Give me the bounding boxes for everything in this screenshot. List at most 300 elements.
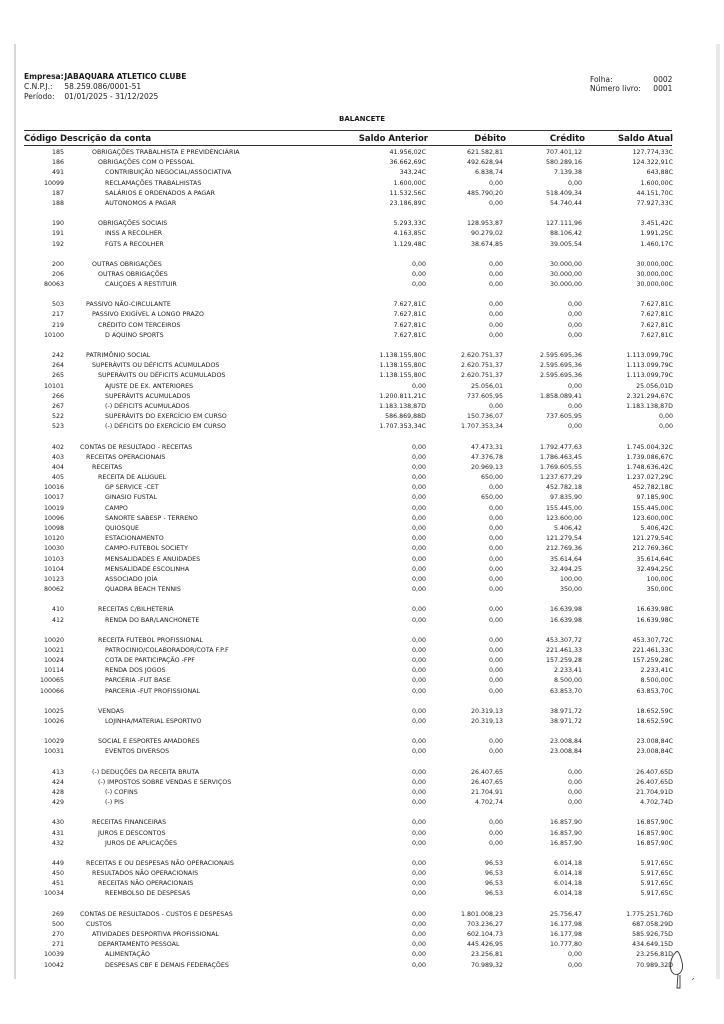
col-header-saldo-atual: Saldo Atual bbox=[618, 134, 673, 144]
account-description: RECEITAS NÃO OPERACIONAIS bbox=[98, 880, 194, 888]
debito-value: 23.256,81 bbox=[470, 951, 503, 959]
debito-value: 650,00 bbox=[480, 474, 503, 482]
saldo-atual-value: 18.652,59C bbox=[636, 718, 673, 725]
account-code: 219 bbox=[51, 321, 64, 329]
saldo-anterior-value: 0,00 bbox=[411, 382, 426, 390]
credito-value: 16.177,98 bbox=[549, 931, 582, 938]
saldo-anterior-value: 0,00 bbox=[411, 687, 426, 695]
credito-value: 16.639,98 bbox=[549, 616, 582, 624]
saldo-atual-value: 434.649,15D bbox=[632, 941, 673, 949]
saldo-atual-value: 157.259,28C bbox=[632, 657, 673, 665]
debito-value: 47.376,78 bbox=[470, 453, 503, 461]
debito-value: 47.473,31 bbox=[470, 443, 503, 451]
account-code: 404 bbox=[51, 463, 64, 471]
saldo-anterior-value: 0,00 bbox=[411, 586, 426, 594]
saldo-atual-value: 643,88C bbox=[646, 169, 673, 177]
credito-value: 0,00 bbox=[567, 331, 582, 339]
debito-value: 20.319,13 bbox=[470, 718, 503, 725]
table-row bbox=[0, 473, 724, 483]
table-row bbox=[0, 747, 724, 757]
table-row bbox=[0, 168, 724, 178]
saldo-atual-value: 77.927,33C bbox=[636, 199, 673, 207]
table-row bbox=[0, 351, 724, 361]
saldo-atual-value: 16.639,98C bbox=[636, 616, 673, 624]
saldo-anterior-value: 0,00 bbox=[411, 667, 426, 675]
saldo-atual-value: 70.989,32D bbox=[636, 961, 673, 969]
account-description: D AQUINO SPORTS bbox=[105, 331, 164, 339]
account-description: SALÁRIOS E ORDENADOS A PAGAR bbox=[105, 189, 215, 197]
account-description: (-) PIS bbox=[105, 799, 124, 807]
table-row bbox=[0, 392, 724, 402]
account-description: OUTRAS OBRIGAÇÕES bbox=[92, 260, 162, 268]
account-description: CONTAS DE RESULTADOS - CUSTOS E DESPESAS bbox=[80, 910, 233, 918]
credito-value: 16.857,90 bbox=[549, 839, 582, 847]
table-row bbox=[0, 199, 724, 209]
account-description: RECEITA DE ALUGUEL bbox=[98, 474, 167, 482]
debito-value: 0,00 bbox=[488, 504, 503, 512]
debito-value: 0,00 bbox=[488, 179, 503, 187]
cnpj-value: 58.259.086/0001-51 bbox=[64, 82, 142, 91]
account-description: CONTRIBUIÇÃO NEGOCIAL/ASSOCIATIVA bbox=[105, 169, 232, 177]
account-description: RESULTADOS NÃO OPERACIONAIS bbox=[92, 870, 199, 878]
account-description: REEMBOLSO DE DESPESAS bbox=[105, 890, 191, 898]
saldo-anterior-value: 0,00 bbox=[411, 859, 426, 867]
saldo-anterior-value: 0,00 bbox=[411, 474, 426, 482]
table-row bbox=[0, 493, 724, 503]
debito-value: 650,00 bbox=[480, 494, 503, 502]
saldo-atual-value: 121.279,54C bbox=[632, 535, 673, 543]
account-code: 270 bbox=[51, 931, 64, 938]
saldo-anterior-value: 0,00 bbox=[411, 677, 426, 685]
debito-value: 0,00 bbox=[488, 321, 503, 329]
account-code: 266 bbox=[51, 392, 64, 400]
saldo-atual-value: 23.008,84C bbox=[636, 748, 673, 756]
debito-value: 492.628,94 bbox=[466, 159, 503, 167]
account-description: OBRIGAÇÕES COM O PESSOAL bbox=[98, 159, 195, 167]
table-row bbox=[0, 382, 724, 392]
saldo-atual-value: 124.322,91C bbox=[632, 159, 673, 167]
debito-value: 25.056,01 bbox=[470, 382, 503, 390]
debito-value: 0,00 bbox=[488, 545, 503, 553]
account-description: LOJINHA/MATERIAL ESPORTIVO bbox=[105, 718, 202, 725]
account-code: 100066 bbox=[39, 687, 64, 695]
saldo-atual-value: 1.460,17C bbox=[640, 240, 673, 248]
credito-value: 0,00 bbox=[567, 799, 582, 807]
debito-value: 0,00 bbox=[488, 819, 503, 827]
account-description: CONTAS DE RESULTADO - RECEITAS bbox=[80, 443, 193, 451]
debito-value: 128.953,87 bbox=[466, 220, 503, 228]
saldo-anterior-value: 0,00 bbox=[411, 718, 426, 725]
debito-value: 0,00 bbox=[488, 586, 503, 594]
account-description: OBRIGAÇÕES TRABALHISTA E PREVIDENCIÁRIA bbox=[92, 149, 240, 156]
account-description: CUSTOS bbox=[86, 920, 112, 928]
saldo-atual-value: 1.113.099,79C bbox=[626, 362, 673, 370]
saldo-anterior-value: 586.869,88D bbox=[385, 413, 426, 421]
livro-line bbox=[590, 84, 672, 94]
table-row bbox=[0, 636, 724, 646]
table-row bbox=[0, 524, 724, 534]
credito-value: 0,00 bbox=[567, 321, 582, 329]
saldo-anterior-value: 0,00 bbox=[411, 829, 426, 837]
account-description: SUPERÁVITS OU DÉFICITS ACUMULADOS bbox=[92, 362, 220, 370]
debito-value: 0,00 bbox=[488, 667, 503, 675]
account-description: ESTACIONAMENTO bbox=[105, 535, 164, 543]
saldo-atual-value: 0,00 bbox=[658, 413, 673, 421]
saldo-anterior-value: 0,00 bbox=[411, 707, 426, 715]
debito-value: 0,00 bbox=[488, 646, 503, 654]
debito-value: 0,00 bbox=[488, 525, 503, 532]
saldo-atual-value: 0,00 bbox=[658, 423, 673, 431]
credito-value: 6.014,18 bbox=[553, 859, 582, 867]
saldo-atual-value: 100,00C bbox=[646, 575, 673, 583]
table-row bbox=[0, 616, 724, 626]
debito-value: 0,00 bbox=[488, 270, 503, 278]
account-description: RENDA DO BAR/LANCHONETE bbox=[105, 616, 200, 624]
account-code: 10016 bbox=[43, 484, 64, 492]
header-rule-bottom bbox=[24, 145, 672, 146]
credito-value: 2.595.695,36 bbox=[539, 362, 582, 370]
account-code: 80062 bbox=[43, 586, 64, 594]
account-description: PATROCINIO/COLABORADOR/COTA F.P.F bbox=[105, 646, 229, 654]
saldo-anterior-value: 0,00 bbox=[411, 565, 426, 573]
saldo-atual-value: 97.185,90C bbox=[636, 494, 673, 502]
account-code: 10025 bbox=[43, 707, 64, 715]
account-description: CAMPO bbox=[105, 504, 128, 512]
saldo-anterior-value: 0,00 bbox=[411, 453, 426, 461]
table-row bbox=[0, 555, 724, 565]
folha-label: Folha: bbox=[590, 75, 613, 84]
table-row bbox=[0, 331, 724, 341]
saldo-anterior-value: 0,00 bbox=[411, 443, 426, 451]
saldo-atual-value: 155.445,00C bbox=[632, 504, 673, 512]
credito-value: 16.639,98 bbox=[549, 606, 582, 614]
saldo-anterior-value: 0,00 bbox=[411, 890, 426, 898]
credito-value: 10.777,80 bbox=[549, 941, 582, 949]
debito-value: 0,00 bbox=[488, 484, 503, 492]
saldo-anterior-value: 0,00 bbox=[411, 748, 426, 756]
table-row bbox=[0, 321, 724, 331]
saldo-anterior-value: 0,00 bbox=[411, 575, 426, 583]
account-description: SUPERÁVITS DO EXERCÍCIO EM CURSO bbox=[105, 413, 227, 421]
saldo-anterior-value: 0,00 bbox=[411, 799, 426, 807]
cnpj-label: C.N.P.J.: bbox=[24, 82, 53, 91]
debito-value: 602.104,73 bbox=[466, 931, 503, 938]
credito-value: 38.971,72 bbox=[549, 718, 582, 725]
table-row bbox=[0, 666, 724, 676]
account-code: 431 bbox=[51, 829, 64, 837]
credito-value: 0,00 bbox=[567, 423, 582, 431]
credito-value: 1.237.677,29 bbox=[539, 474, 582, 482]
account-description: RECEITAS OPERACIONAIS bbox=[86, 453, 166, 461]
table-row bbox=[0, 737, 724, 747]
empresa-value: JABAQUARA ATLETICO CLUBE bbox=[64, 72, 187, 81]
debito-value: 0,00 bbox=[488, 636, 503, 644]
table-row bbox=[0, 585, 724, 595]
saldo-anterior-value: 0,00 bbox=[411, 463, 426, 471]
account-description: AJUSTE DE EX. ANTERIORES bbox=[105, 382, 194, 390]
saldo-anterior-value: 0,00 bbox=[411, 545, 426, 553]
table-row bbox=[0, 707, 724, 717]
saldo-anterior-value: 0,00 bbox=[411, 657, 426, 665]
saldo-atual-value: 30.000,00C bbox=[636, 281, 673, 289]
debito-value: 1.801.008,23 bbox=[460, 910, 503, 918]
saldo-atual-value: 18.652,59C bbox=[636, 707, 673, 715]
saldo-anterior-value: 0,00 bbox=[411, 270, 426, 278]
saldo-anterior-value: 0,00 bbox=[411, 931, 426, 938]
saldo-atual-value: 1.991,25C bbox=[640, 230, 673, 238]
debito-value: 96,53 bbox=[484, 870, 503, 878]
table-row bbox=[0, 544, 724, 554]
account-code: 402 bbox=[51, 443, 64, 451]
credito-value: 0,00 bbox=[567, 179, 582, 187]
debito-value: 0,00 bbox=[488, 839, 503, 847]
credito-value: 54.740,44 bbox=[549, 199, 582, 207]
account-code: 522 bbox=[51, 413, 64, 421]
account-description: MENSALIDADE ESCOLINHA bbox=[105, 565, 190, 573]
account-code: 449 bbox=[51, 859, 64, 867]
saldo-atual-value: 1.600,00C bbox=[640, 179, 673, 187]
account-description: SOCIAL E ESPORTES AMADORES bbox=[98, 738, 200, 746]
credito-value: 16.177,98 bbox=[549, 920, 582, 928]
account-description: (-) COFINS bbox=[105, 788, 138, 796]
saldo-atual-value: 23.008,84C bbox=[636, 738, 673, 746]
saldo-atual-value: 32.494,25C bbox=[636, 565, 673, 573]
saldo-anterior-value: 7.627,81C bbox=[393, 311, 426, 319]
table-row bbox=[0, 920, 724, 930]
account-description: DESPESAS CBF E DEMAIS FEDERAÇÕES bbox=[105, 961, 229, 969]
saldo-atual-value: 1.183.138,87D bbox=[626, 402, 673, 410]
debito-value: 0,00 bbox=[488, 575, 503, 583]
credito-value: 0,00 bbox=[567, 788, 582, 796]
credito-value: 452.782,18 bbox=[545, 484, 582, 492]
account-code: 424 bbox=[51, 778, 64, 786]
credito-value: 0,00 bbox=[567, 961, 582, 969]
debito-value: 0,00 bbox=[488, 535, 503, 543]
col-header-codigo-descricao: Código Descrição da conta bbox=[24, 134, 152, 144]
saldo-atual-value: 1.745.004,32C bbox=[626, 443, 673, 451]
saldo-atual-value: 2.321.294,67C bbox=[626, 392, 673, 400]
debito-value: 96,53 bbox=[484, 859, 503, 867]
table-row bbox=[0, 300, 724, 310]
account-description: GP SERVICE -CET bbox=[105, 484, 159, 492]
account-code: 500 bbox=[51, 920, 64, 928]
debito-value: 2.620.751,37 bbox=[460, 352, 503, 359]
periodo-label: Período: bbox=[24, 92, 55, 101]
account-code: 10098 bbox=[43, 525, 64, 532]
debito-value: 0,00 bbox=[488, 565, 503, 573]
saldo-atual-value: 7.627,81C bbox=[640, 301, 673, 309]
saldo-anterior-value: 0,00 bbox=[411, 951, 426, 959]
empresa-line bbox=[24, 72, 186, 82]
saldo-atual-value: 16.857,90C bbox=[636, 819, 673, 827]
credito-value: 2.595.695,36 bbox=[539, 372, 582, 380]
table-row bbox=[0, 219, 724, 229]
account-code: 410 bbox=[51, 606, 64, 614]
saldo-anterior-value: 7.627,81C bbox=[393, 321, 426, 329]
saldo-anterior-value: 0,00 bbox=[411, 941, 426, 949]
account-code: 432 bbox=[51, 839, 64, 847]
table-row bbox=[0, 534, 724, 544]
table-row bbox=[0, 676, 724, 686]
saldo-atual-value: 23.256,81D bbox=[636, 951, 673, 959]
saldo-anterior-value: 0,00 bbox=[411, 514, 426, 522]
account-code: 10026 bbox=[43, 718, 64, 725]
saldo-anterior-value: 1.600,00C bbox=[393, 179, 426, 187]
saldo-anterior-value: 1.707.353,34C bbox=[379, 423, 426, 431]
credito-value: 16.857,90 bbox=[549, 829, 582, 837]
debito-value: 21.704,91 bbox=[470, 788, 503, 796]
credito-value: 121.279,54 bbox=[545, 535, 582, 543]
debito-value: 0,00 bbox=[488, 657, 503, 665]
table-row bbox=[0, 798, 724, 808]
account-code: 100065 bbox=[39, 677, 64, 685]
saldo-anterior-value: 0,00 bbox=[411, 870, 426, 878]
saldo-atual-value: 123.600,00C bbox=[632, 514, 673, 522]
saldo-anterior-value: 0,00 bbox=[411, 525, 426, 532]
debito-value: 0,00 bbox=[488, 199, 503, 207]
saldo-anterior-value: 0,00 bbox=[411, 768, 426, 776]
table-row bbox=[0, 829, 724, 839]
folha-value: 0002 bbox=[653, 75, 673, 84]
periodo-line bbox=[24, 92, 158, 102]
account-description: SUPERÁVITS OU DÉFICITS ACUMULADOS bbox=[98, 372, 226, 380]
saldo-atual-value: 1.113.099,79C bbox=[626, 372, 673, 380]
credito-value: 32.494,25 bbox=[549, 565, 582, 573]
credito-value: 0,00 bbox=[567, 768, 582, 776]
account-code: 428 bbox=[51, 788, 64, 796]
account-description: ASSOCIADO JOÍA bbox=[105, 575, 158, 583]
saldo-atual-value: 1.113.099,79C bbox=[626, 352, 673, 359]
debito-value: 0,00 bbox=[488, 687, 503, 695]
saldo-atual-value: 1.237.027,29C bbox=[626, 474, 673, 482]
table-row bbox=[0, 879, 724, 889]
saldo-atual-value: 5.917,65C bbox=[640, 870, 673, 878]
account-description: VENDAS bbox=[98, 707, 125, 715]
credito-value: 16.857,90 bbox=[549, 819, 582, 827]
credito-value: 30.000,00 bbox=[549, 260, 582, 268]
credito-value: 0,00 bbox=[567, 778, 582, 786]
account-code: 403 bbox=[51, 453, 64, 461]
account-code: 10020 bbox=[43, 636, 64, 644]
account-description: AUTONOMOS A PAGAR bbox=[105, 199, 177, 207]
debito-value: 621.582,81 bbox=[466, 149, 503, 156]
credito-value: 25.756,47 bbox=[549, 910, 582, 918]
credito-value: 23.008,84 bbox=[549, 748, 582, 756]
debito-value: 6.838,74 bbox=[474, 169, 503, 177]
table-row bbox=[0, 361, 724, 371]
credito-value: 6.014,18 bbox=[553, 880, 582, 888]
credito-value: 0,00 bbox=[567, 301, 582, 309]
livro-label: Número livro: bbox=[590, 84, 641, 93]
account-code: 10042 bbox=[43, 961, 64, 969]
debito-value: 90.279,02 bbox=[470, 230, 503, 238]
livro-value: 0001 bbox=[653, 84, 673, 93]
account-description: CRÉDITO COM TERCEIROS bbox=[98, 321, 181, 329]
debito-value: 20.969,13 bbox=[470, 463, 503, 471]
saldo-anterior-value: 1.200.811,21C bbox=[379, 392, 426, 400]
account-description: ALIMENTAÇÃO bbox=[105, 951, 150, 959]
credito-value: 63.853,70 bbox=[549, 687, 582, 695]
saldo-atual-value: 1.739.086,67C bbox=[626, 453, 673, 461]
account-description: (-) IMPOSTOS SOBRE VENDAS E SERVIÇOS bbox=[98, 778, 232, 786]
credito-value: 518.409,34 bbox=[545, 189, 582, 197]
account-code: 200 bbox=[51, 260, 64, 268]
debito-value: 0,00 bbox=[488, 738, 503, 746]
saldo-atual-value: 44.151,70C bbox=[636, 189, 673, 197]
debito-value: 0,00 bbox=[488, 677, 503, 685]
saldo-anterior-value: 0,00 bbox=[411, 910, 426, 918]
saldo-anterior-value: 5.293,33C bbox=[393, 220, 426, 228]
debito-value: 0,00 bbox=[488, 281, 503, 289]
account-code: 523 bbox=[51, 423, 64, 431]
debito-value: 0,00 bbox=[488, 748, 503, 756]
table-row bbox=[0, 280, 724, 290]
saldo-atual-value: 16.857,90C bbox=[636, 829, 673, 837]
saldo-atual-value: 30.000,00C bbox=[636, 270, 673, 278]
debito-value: 737.605,95 bbox=[466, 392, 503, 400]
account-code: 10029 bbox=[43, 738, 64, 746]
table-row bbox=[0, 717, 724, 727]
debito-value: 0,00 bbox=[488, 311, 503, 319]
saldo-anterior-value: 0,00 bbox=[411, 504, 426, 512]
account-code: 187 bbox=[51, 189, 64, 197]
saldo-anterior-value: 0,00 bbox=[411, 281, 426, 289]
credito-value: 1.792.477,63 bbox=[539, 443, 582, 451]
account-code: 217 bbox=[51, 311, 64, 319]
account-description: CAMPO-FUTEBOL SOCIETY bbox=[105, 545, 188, 553]
account-description: FGTS A RECOLHER bbox=[105, 240, 164, 248]
header-rule-top bbox=[24, 130, 672, 131]
table-row bbox=[0, 889, 724, 899]
account-description: DEPARTAMENTO PESSOAL bbox=[98, 941, 180, 949]
credito-value: 123.600,00 bbox=[545, 514, 582, 522]
account-code: 451 bbox=[51, 880, 64, 888]
table-row bbox=[0, 371, 724, 381]
account-code: 450 bbox=[51, 870, 64, 878]
credito-value: 127.111,96 bbox=[545, 220, 582, 228]
saldo-atual-value: 16.857,90C bbox=[636, 839, 673, 847]
saldo-atual-value: 30.000,00C bbox=[636, 260, 673, 268]
saldo-atual-value: 7.627,81C bbox=[640, 331, 673, 339]
credito-value: 6.014,18 bbox=[553, 870, 582, 878]
account-code: 10034 bbox=[43, 890, 64, 898]
table-row bbox=[0, 910, 724, 920]
account-description: SANORTE SABESP - TERRENO bbox=[105, 514, 198, 522]
saldo-atual-value: 26.407,65D bbox=[636, 768, 673, 776]
periodo-value: 01/01/2025 - 31/12/2025 bbox=[64, 92, 159, 101]
account-description: COTA DE PARTICIPAÇÃO -FPF bbox=[105, 657, 195, 665]
table-row bbox=[0, 148, 724, 158]
credito-value: 453.307,72 bbox=[545, 636, 582, 644]
credito-value: 707.401,12 bbox=[545, 149, 582, 156]
table-row bbox=[0, 504, 724, 514]
credito-value: 0,00 bbox=[567, 951, 582, 959]
table-row bbox=[0, 189, 724, 199]
signature-mark bbox=[668, 948, 698, 998]
account-description: PATRIMÔNIO SOCIAL bbox=[86, 352, 151, 359]
debito-value: 38.674,85 bbox=[470, 240, 503, 248]
debito-value: 0,00 bbox=[488, 829, 503, 837]
table-row bbox=[0, 605, 724, 615]
table-row bbox=[0, 422, 724, 432]
account-code: 269 bbox=[51, 910, 64, 918]
account-description: PARCERIA -FUT PROFISSIONAL bbox=[105, 687, 200, 695]
saldo-anterior-value: 0,00 bbox=[411, 260, 426, 268]
saldo-atual-value: 3.451,42C bbox=[640, 220, 673, 228]
saldo-atual-value: 1.748.636,42C bbox=[626, 463, 673, 471]
debito-value: 0,00 bbox=[488, 555, 503, 563]
saldo-anterior-value: 7.627,81C bbox=[393, 331, 426, 339]
